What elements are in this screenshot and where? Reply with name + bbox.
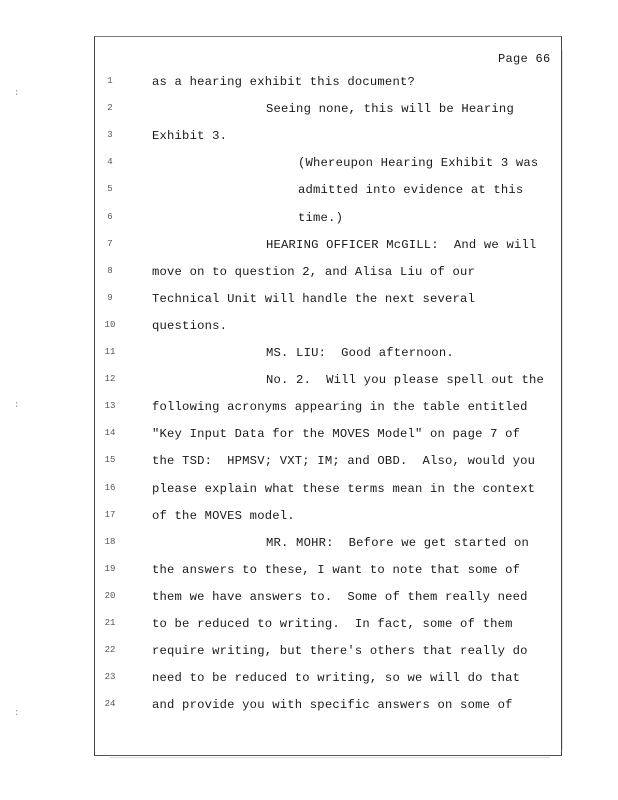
- transcript-line: admitted into evidence at this: [298, 183, 524, 198]
- transcript-line: the TSD: HPMSV; VXT; IM; and OBD. Also, would you: [152, 454, 536, 469]
- transcript-line: them we have answers to. Some of them really need: [152, 589, 528, 604]
- transcript-line: please explain what these terms mean in the context: [152, 481, 536, 496]
- transcript-line: and provide you with specific answers on some of: [152, 698, 513, 713]
- transcript-line: require writing, but there's others that really do: [152, 644, 528, 659]
- line-number: 18: [104, 536, 116, 547]
- line-number: 24: [104, 699, 116, 710]
- page-number: Page 66: [498, 52, 551, 66]
- line-number: 12: [104, 374, 116, 385]
- line-number: 17: [104, 509, 116, 520]
- line-number: 3: [107, 130, 113, 141]
- line-number: 8: [107, 265, 113, 276]
- line-number: 6: [107, 211, 113, 222]
- transcript-line: to be reduced to writing. In fact, some of them: [152, 617, 513, 631]
- margin-mark-left: :: [14, 400, 20, 410]
- transcript-line: "Key Input Data for the MOVES Model" on page 7 of: [152, 427, 521, 442]
- transcript-line: Seeing none, this will be Hearing: [266, 102, 514, 117]
- transcript-line: move on to question 2, and Alisa Liu of our: [152, 264, 476, 279]
- line-number: 5: [107, 184, 113, 195]
- margin-mark-left: :: [14, 708, 20, 718]
- transcript-line: questions.: [152, 318, 228, 333]
- transcript-line: the answers to these, I want to note that some of: [152, 562, 521, 577]
- line-number: 1: [107, 76, 113, 86]
- line-number: 19: [104, 563, 116, 574]
- line-number: 7: [107, 238, 113, 249]
- transcript-line: No. 2. Will you please spell out the: [266, 373, 545, 388]
- transcript-line: (Whereupon Hearing Exhibit 3 was: [298, 156, 539, 171]
- line-number: 4: [107, 157, 113, 168]
- line-number: 15: [104, 455, 116, 466]
- transcript-line: as a hearing exhibit this document?: [152, 75, 415, 89]
- transcript-line: MR. MOHR: Before we get started on: [266, 535, 529, 550]
- transcript-line: need to be reduced to writing, so we will do that: [152, 671, 521, 686]
- scan-artifact: [562, 50, 563, 750]
- line-number: 14: [104, 428, 116, 439]
- transcript-line: of the MOVES model.: [152, 508, 295, 523]
- line-number: 22: [104, 645, 116, 656]
- line-number: 10: [104, 319, 116, 330]
- line-number: 9: [107, 292, 113, 303]
- line-number: 20: [104, 590, 116, 601]
- line-number: 2: [107, 103, 113, 114]
- transcript-line: Exhibit 3.: [152, 129, 228, 144]
- line-number: 13: [104, 401, 116, 412]
- transcript-line: MS. LIU: Good afternoon.: [266, 346, 454, 360]
- margin-mark-left: :: [14, 88, 20, 98]
- transcript-line: time.): [298, 210, 344, 225]
- line-number: 23: [104, 672, 116, 683]
- scan-artifact: [110, 757, 550, 758]
- transcript-line: Technical Unit will handle the next several: [152, 291, 476, 306]
- line-number: 21: [104, 618, 116, 628]
- transcript-line: HEARING OFFICER McGILL: And we will: [266, 237, 537, 252]
- line-number: 11: [104, 347, 116, 357]
- line-number: 16: [104, 482, 116, 493]
- transcript-line: following acronyms appearing in the table entitled: [152, 400, 528, 415]
